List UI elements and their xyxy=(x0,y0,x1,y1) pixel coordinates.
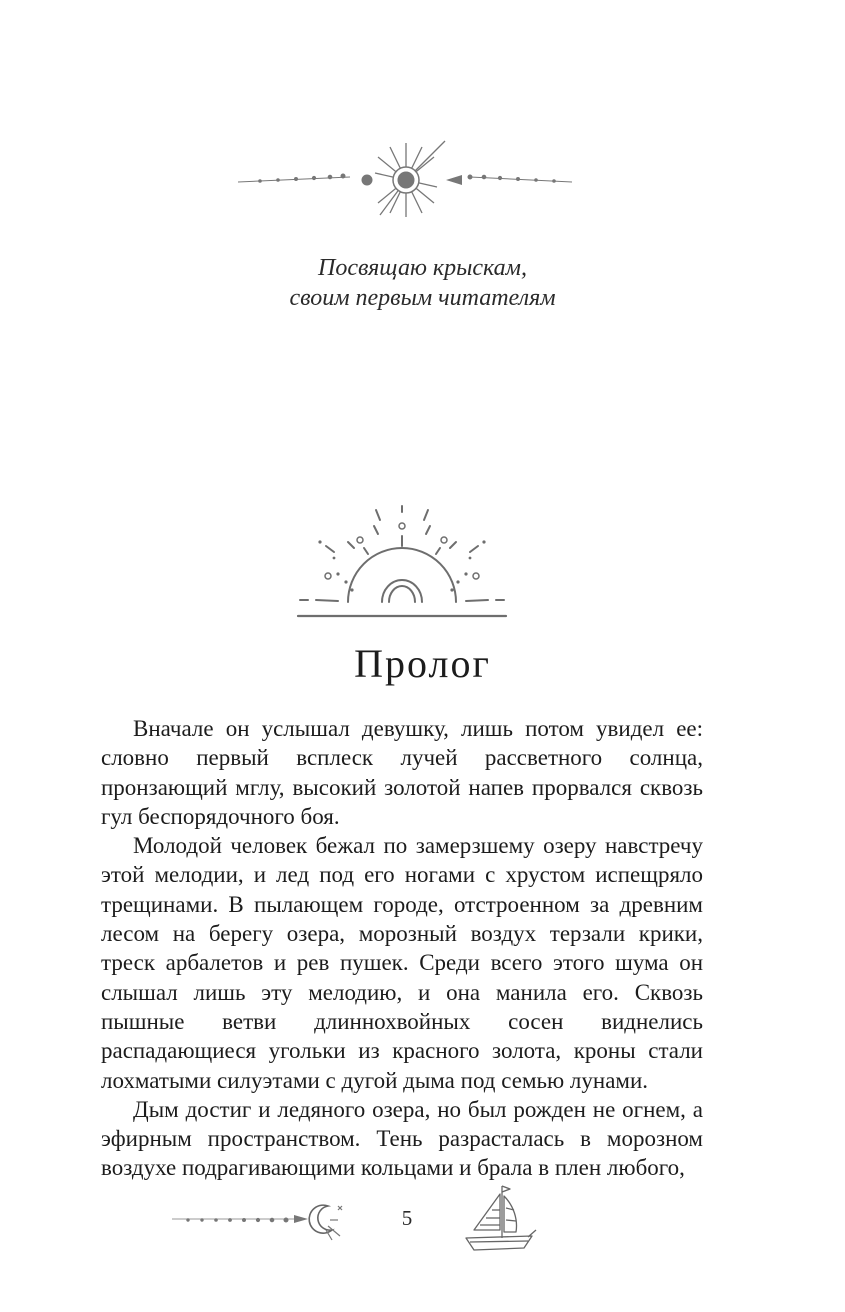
rising-sun-moon-icon xyxy=(290,498,514,624)
page-number: 5 xyxy=(401,1206,413,1230)
dedication-line-1: Посвящаю крыскам, xyxy=(318,255,527,281)
paragraph: Молодой человек бежал по замерзшему озеру навстречу этой мелодии, и лед под его ногами с хрустом испещряло трещинами. В пылающем городе, отстроенном за древним лесом на берегу озера, морозный воздух терзали крики, треск арбалетов и рев пушек. Среди всего этого шума он слышал лишь эту мелодию, и она манила его. Сквозь пышные ветви длиннохвойных сосен виднелись распадающиеся угольки из красного золота, кроны стали лохматыми силуэтами с дугой дыма под семью лунами. xyxy=(101,833,703,1093)
paragraph: Дым достиг и ледяного озера, но был рожден не огнем, а эфирным пространством. Тень разрасталась в морозном воздухе подрагивающими кольцами и брала в плен любого, xyxy=(101,1096,703,1181)
paragraph: Вначале он услышал девушку, лишь потом увидел ее: словно первый всплеск лучей рассветного солнца, пронзающий мглу, высокий золотой напев прорвался сквозь гул беспорядочного боя. xyxy=(101,716,703,829)
starburst-divider-icon xyxy=(230,135,580,225)
dedication xyxy=(0,253,845,313)
sailboat-icon xyxy=(462,1180,538,1256)
body-text xyxy=(101,714,703,1183)
chapter-title: Пролог xyxy=(354,641,491,686)
dedication-line-2: своим первым читателям xyxy=(289,285,556,311)
crescent-moon-icon xyxy=(168,1196,344,1242)
